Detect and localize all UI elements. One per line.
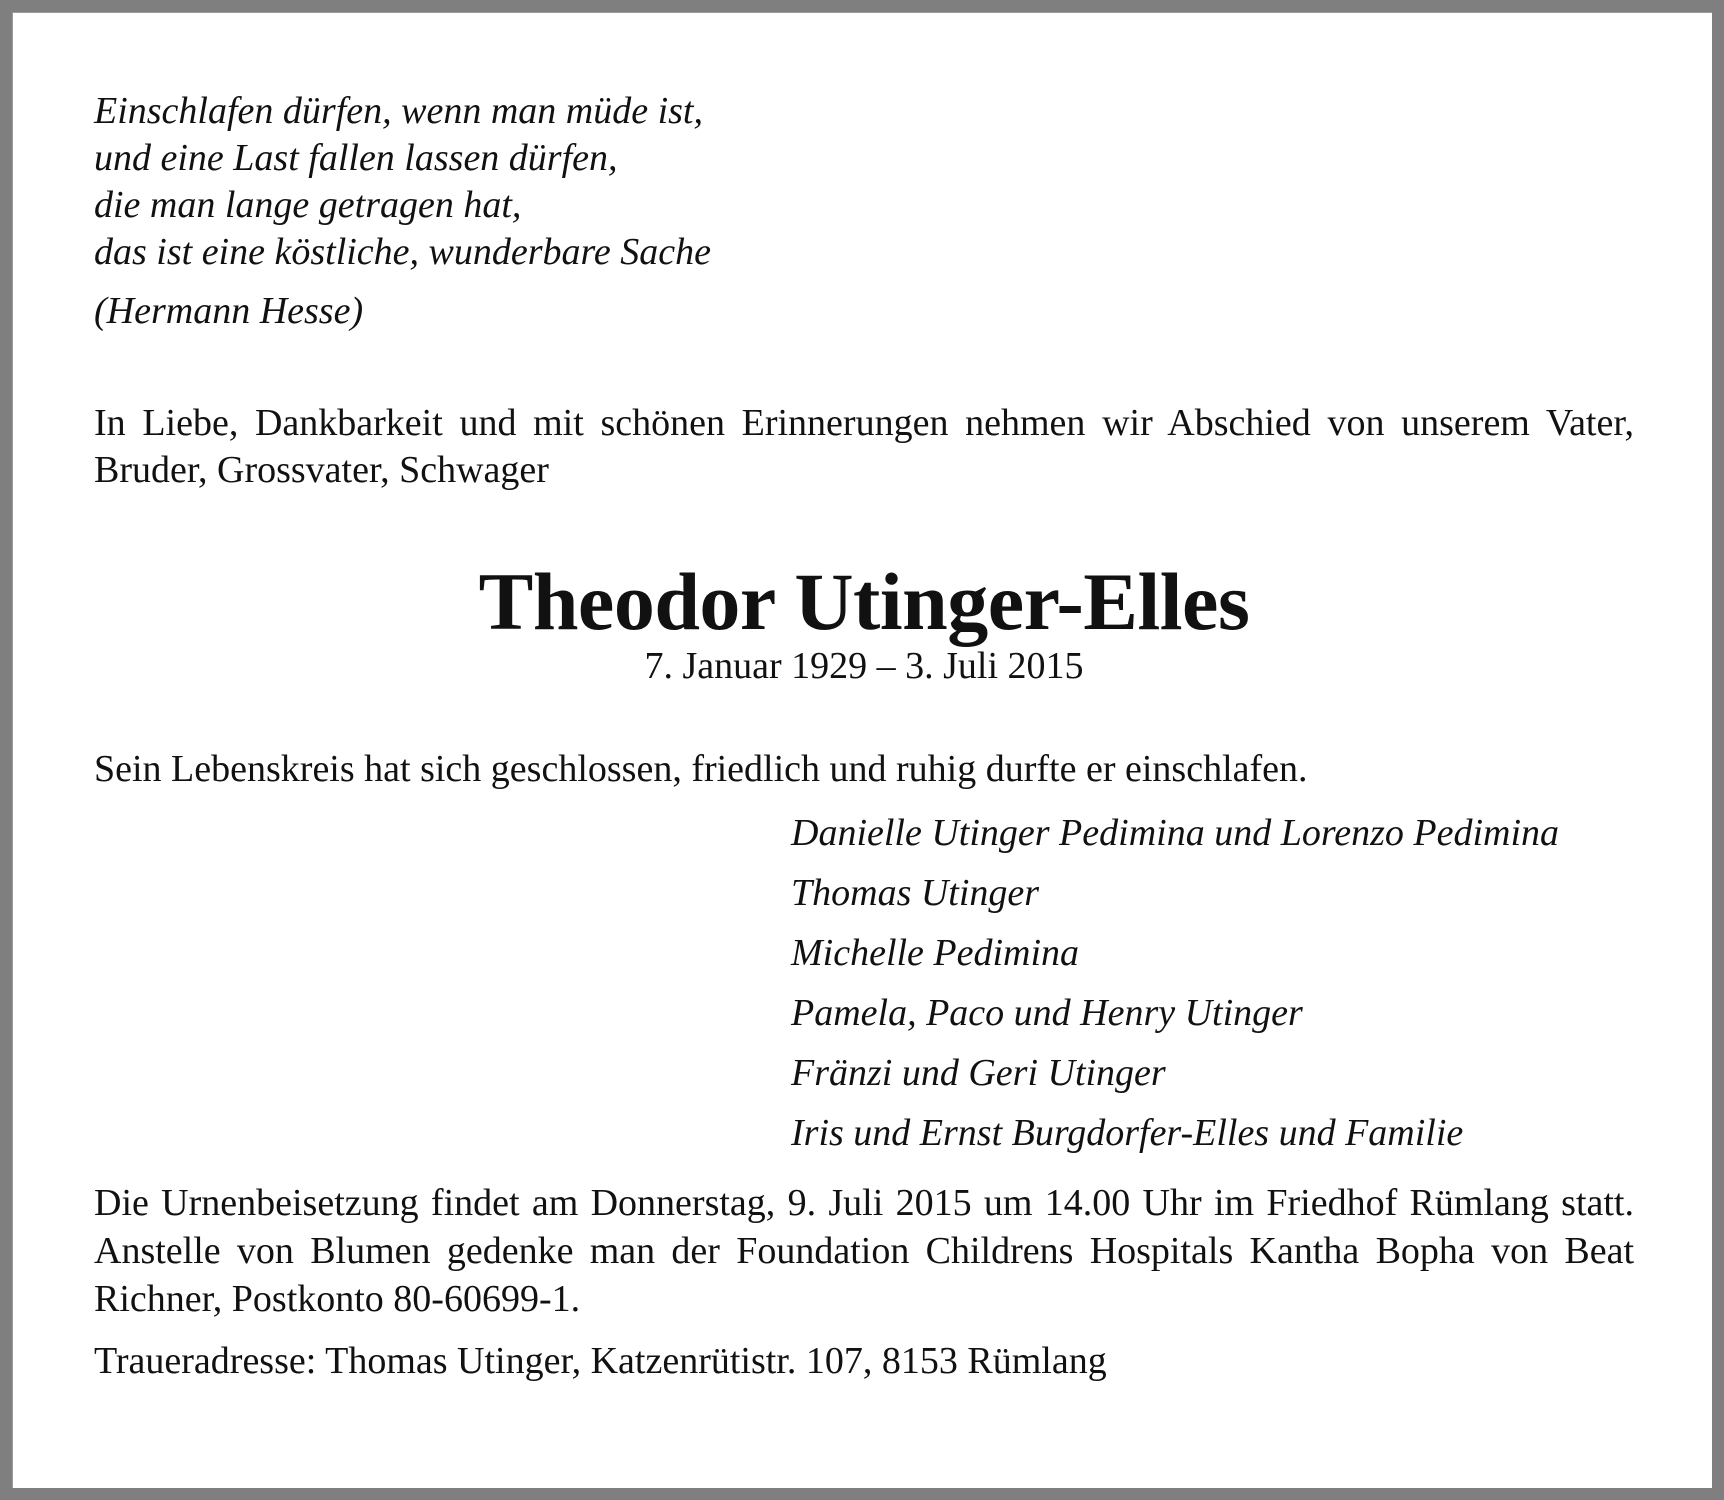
intro-paragraph: In Liebe, Dankbarkeit und mit schönen Erinnerungen nehmen wir Abschied von unserem Vater, Bruder, Grossvater, Schwager (94, 402, 1634, 491)
mourner-entry: Iris und Ernst Burgdorfer-Elles und Familie (791, 1112, 1464, 1154)
poem (94, 88, 1634, 276)
mourner-entry: Fränzi und Geri Utinger (791, 1052, 1166, 1094)
obituary-page (12, 12, 1712, 1488)
mourner-entry: Thomas Utinger (791, 872, 1040, 914)
mourner-entry: Michelle Pedimina (791, 932, 1080, 974)
closing-sentence: Sein Lebenskreis hat sich geschlossen, friedlich und ruhig durfte er einschlafen. (94, 748, 1308, 790)
poem-author: (Hermann Hesse) (94, 290, 364, 332)
mourner-entry: Danielle Utinger Pedimina und Lorenzo Pedimina (791, 812, 1559, 854)
poem-line: das ist eine köstliche, wunderbare Sache (94, 231, 712, 273)
ceremony-info: Die Urnenbeisetzung findet am Donnerstag, 9. Juli 2015 um 14.00 Uhr im Friedhof Rümlang statt. Anstelle von Blumen gedenke man der Foundation Childrens Hospitals Kantha Bopha von Beat Richner, Postkonto 80-60699-1. (94, 1182, 1634, 1320)
poem-line: die man lange getragen hat, (94, 184, 522, 226)
deceased-dates: 7. Januar 1929 – 3. Juli 2015 (644, 645, 1084, 687)
deceased-name: Theodor Utinger-Elles (478, 556, 1250, 647)
obituary-content (94, 88, 1634, 1385)
mourner-entry: Pamela, Paco und Henry Utinger (791, 992, 1303, 1034)
mourners-list (791, 803, 1634, 1163)
poem-line: Einschlafen dürfen, wenn man müde ist, (94, 90, 703, 132)
mourning-address: Traueradresse: Thomas Utinger, Katzenrütistr. 107, 8153 Rümlang (94, 1340, 1107, 1382)
poem-line: und eine Last fallen lassen dürfen, (94, 137, 618, 179)
